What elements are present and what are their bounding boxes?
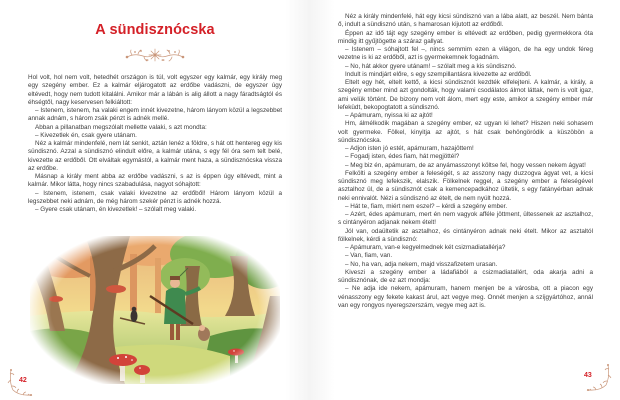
paragraph: Abban a pillanatban megszólalt mellette valaki, s azt mondta: <box>35 123 207 131</box>
page-number: 42 <box>19 377 27 384</box>
paragraph: – Azért, édes apámuram, mert én nem vagyok afféle jöttment, ültessenek az asztalhoz, s cintányéron adjanak nekem ételt! <box>338 211 593 227</box>
paragraph: – Adjon isten jó estét, apámuram, hazajöttem! <box>345 145 474 152</box>
paragraph: – Fogadj isten, édes fiam, hát megjöttél? <box>345 153 460 161</box>
paragraph: – Kivezetlek én, csak gyere utánam. <box>35 131 137 139</box>
paragraph: Felkölti a szegény ember a feleségét, s az asszony nagy duzzogva ágyat vet, a kicsi sündisznó meg lefekszik, elalszik. Fölkelnek reggel, a szegény ember a feleségével asztalhoz ül, de a sündisznót csak a kemencepadkához ültetik, s egy fatányérban adnak neki ennivalót. Nézi a sündisznó az ételt, de nem nyúlt hozzá. <box>338 169 593 202</box>
paragraph: – Gyere csak utánam, én kivezetlek! – szólalt meg valaki. <box>35 206 197 213</box>
paragraph: – Meg biz én, apámuram, de az anyámasszonyt költse fel, hogy vessen nekem ágyat! <box>345 161 586 169</box>
story-title: A sündisznócska <box>95 22 215 38</box>
paragraph: – Apámuram, nyissa ki az ajtót! <box>345 112 433 119</box>
left-page-body-text <box>28 74 282 214</box>
right-page <box>310 0 620 400</box>
paragraph: – Istenem, istenem, csak valaki kivezetne az erdőből! Három lányom közül a legszebbet neki adnám, de még három szekér pénzt is adnék hozzá. <box>28 189 282 205</box>
paragraph: Eltelt egy hét, eltelt kettő, a kicsi sündisznót kezdték elfelejteni. A kalmár, a király, a szegény ember mind azt gondolták, hogy valami csodálatos álmot láttak, nem is volt igaz, ami velük történt. De bizony nem volt álom, mert egy este, amikor a szegény ember már lefeküdt, bekopogtatott a sündisznó. <box>338 79 593 111</box>
paragraph: – No, hát akkor gyere utánam! – szólalt meg a kis sündisznó. <box>345 62 517 70</box>
paragraph: – Apámuram, van-e kegyelmednek két csizmadiatallérja? <box>345 244 506 251</box>
paragraph: – Ne adja ide nekem, apámuram, hanem menjen be a városba, ott a piacon egy vénasszony egy fekete kakast árul, azt vegye meg. Onnét menjen a szíjgyártóhoz, annál van egy rongyos nyeregszerszám, vegye meg azt is. <box>338 285 593 309</box>
paragraph: Jól van, odaültetik az asztalhoz, és cintányéron adnak neki ételt. Mikor az asztaltól fölkelnek, kérdi a sündisznó: <box>338 227 593 243</box>
paragraph: Hol volt, hol nem volt, hetedhét országon is túl, volt egyszer egy kalmár, egy király meg egy szegény ember. Ez a kalmár eljárogatott az erdőbe vadászni, de egyszer úgy eltévedt, hogy nem tudott kitalálni. Amikor már a lábán is alig állott a nagy fáradtságtól és éhségtől, nagy keservesen felkiáltott: <box>28 74 282 106</box>
paragraph: – Hát te, fiam, miért nem eszel? – kérdi a szegény ember. <box>345 202 508 210</box>
paragraph: – Istenem, istenem, ha valaki engem innét kivezetne, három lányom közül a legszebbet annak adnám, s három zsák pénzt is adnék mellé. <box>28 107 282 123</box>
paragraph: Néz a kalmár mindenfelé, nem lát senkit, aztán lenéz a földre, s hát ott hentereg egy kis sündisznó. Azzal a sündisznó elindult előre, a kalmár utána, s egy fél óra sem telt belé, kivezette az erdőből. Ott elváltak egymástól, a kalmár ment haza, a sündisznócska vissza az erdőbe. <box>28 140 282 172</box>
paragraph: Hm, álmélkodik magában a szegény ember, ez ugyan ki lehet? Hiszen neki sohasem volt gyermeke. Fölkel, kinyitja az ajtót, s hát csak behöngöródik a küszöbön a sündisznócska. <box>338 120 593 144</box>
paragraph: Indult is mindjárt előre, s egy szempillantásra kivezette az erdőből. <box>345 70 532 78</box>
floral-ornament-icon <box>123 47 187 63</box>
page-number: 43 <box>584 372 592 379</box>
corner-floral-ornament-icon <box>586 363 612 393</box>
paragraph: Másnap a király ment abba az erdőbe vadászni, s az is éppen úgy eltévedt, mint a kalmár. Mikor látta, hogy nincs szabadulása, nagyot sóhajtott: <box>28 173 282 189</box>
paragraph: Éppen az idő tájt egy szegény ember is eltévedt az erdőben, pedig gyermekkora óta mindig itt gyűjtögette a száraz gallyat. <box>338 29 593 45</box>
right-page-body-text <box>338 13 593 310</box>
paragraph: Néz a király mindenfelé, hát egy kicsi sündisznó van a lába alatt, az beszél. Nem bánta ő, indult a sündisznó után, s hamarosan kijutott az erdőből. <box>338 13 593 29</box>
paragraph: – Van, fiam, van. <box>345 252 393 260</box>
paragraph: – No, ha van, adja nekem, majd visszafizetem urasan. <box>345 260 498 268</box>
paragraph: – Istenem – sóhajtott fel –, nincs semmim ezen a világon, de ha egy undok féreg vezetne is ki az erdőből, azt is gyermekemnek fogadnám. <box>338 46 593 62</box>
paragraph: Kiveszi a szegény ember a ládafiából a csizmadiatallért, oda akarja adni a sündisznónak, de ez azt mondja: <box>338 268 593 284</box>
forest-hunter-hedgehog-illustration <box>30 236 280 384</box>
